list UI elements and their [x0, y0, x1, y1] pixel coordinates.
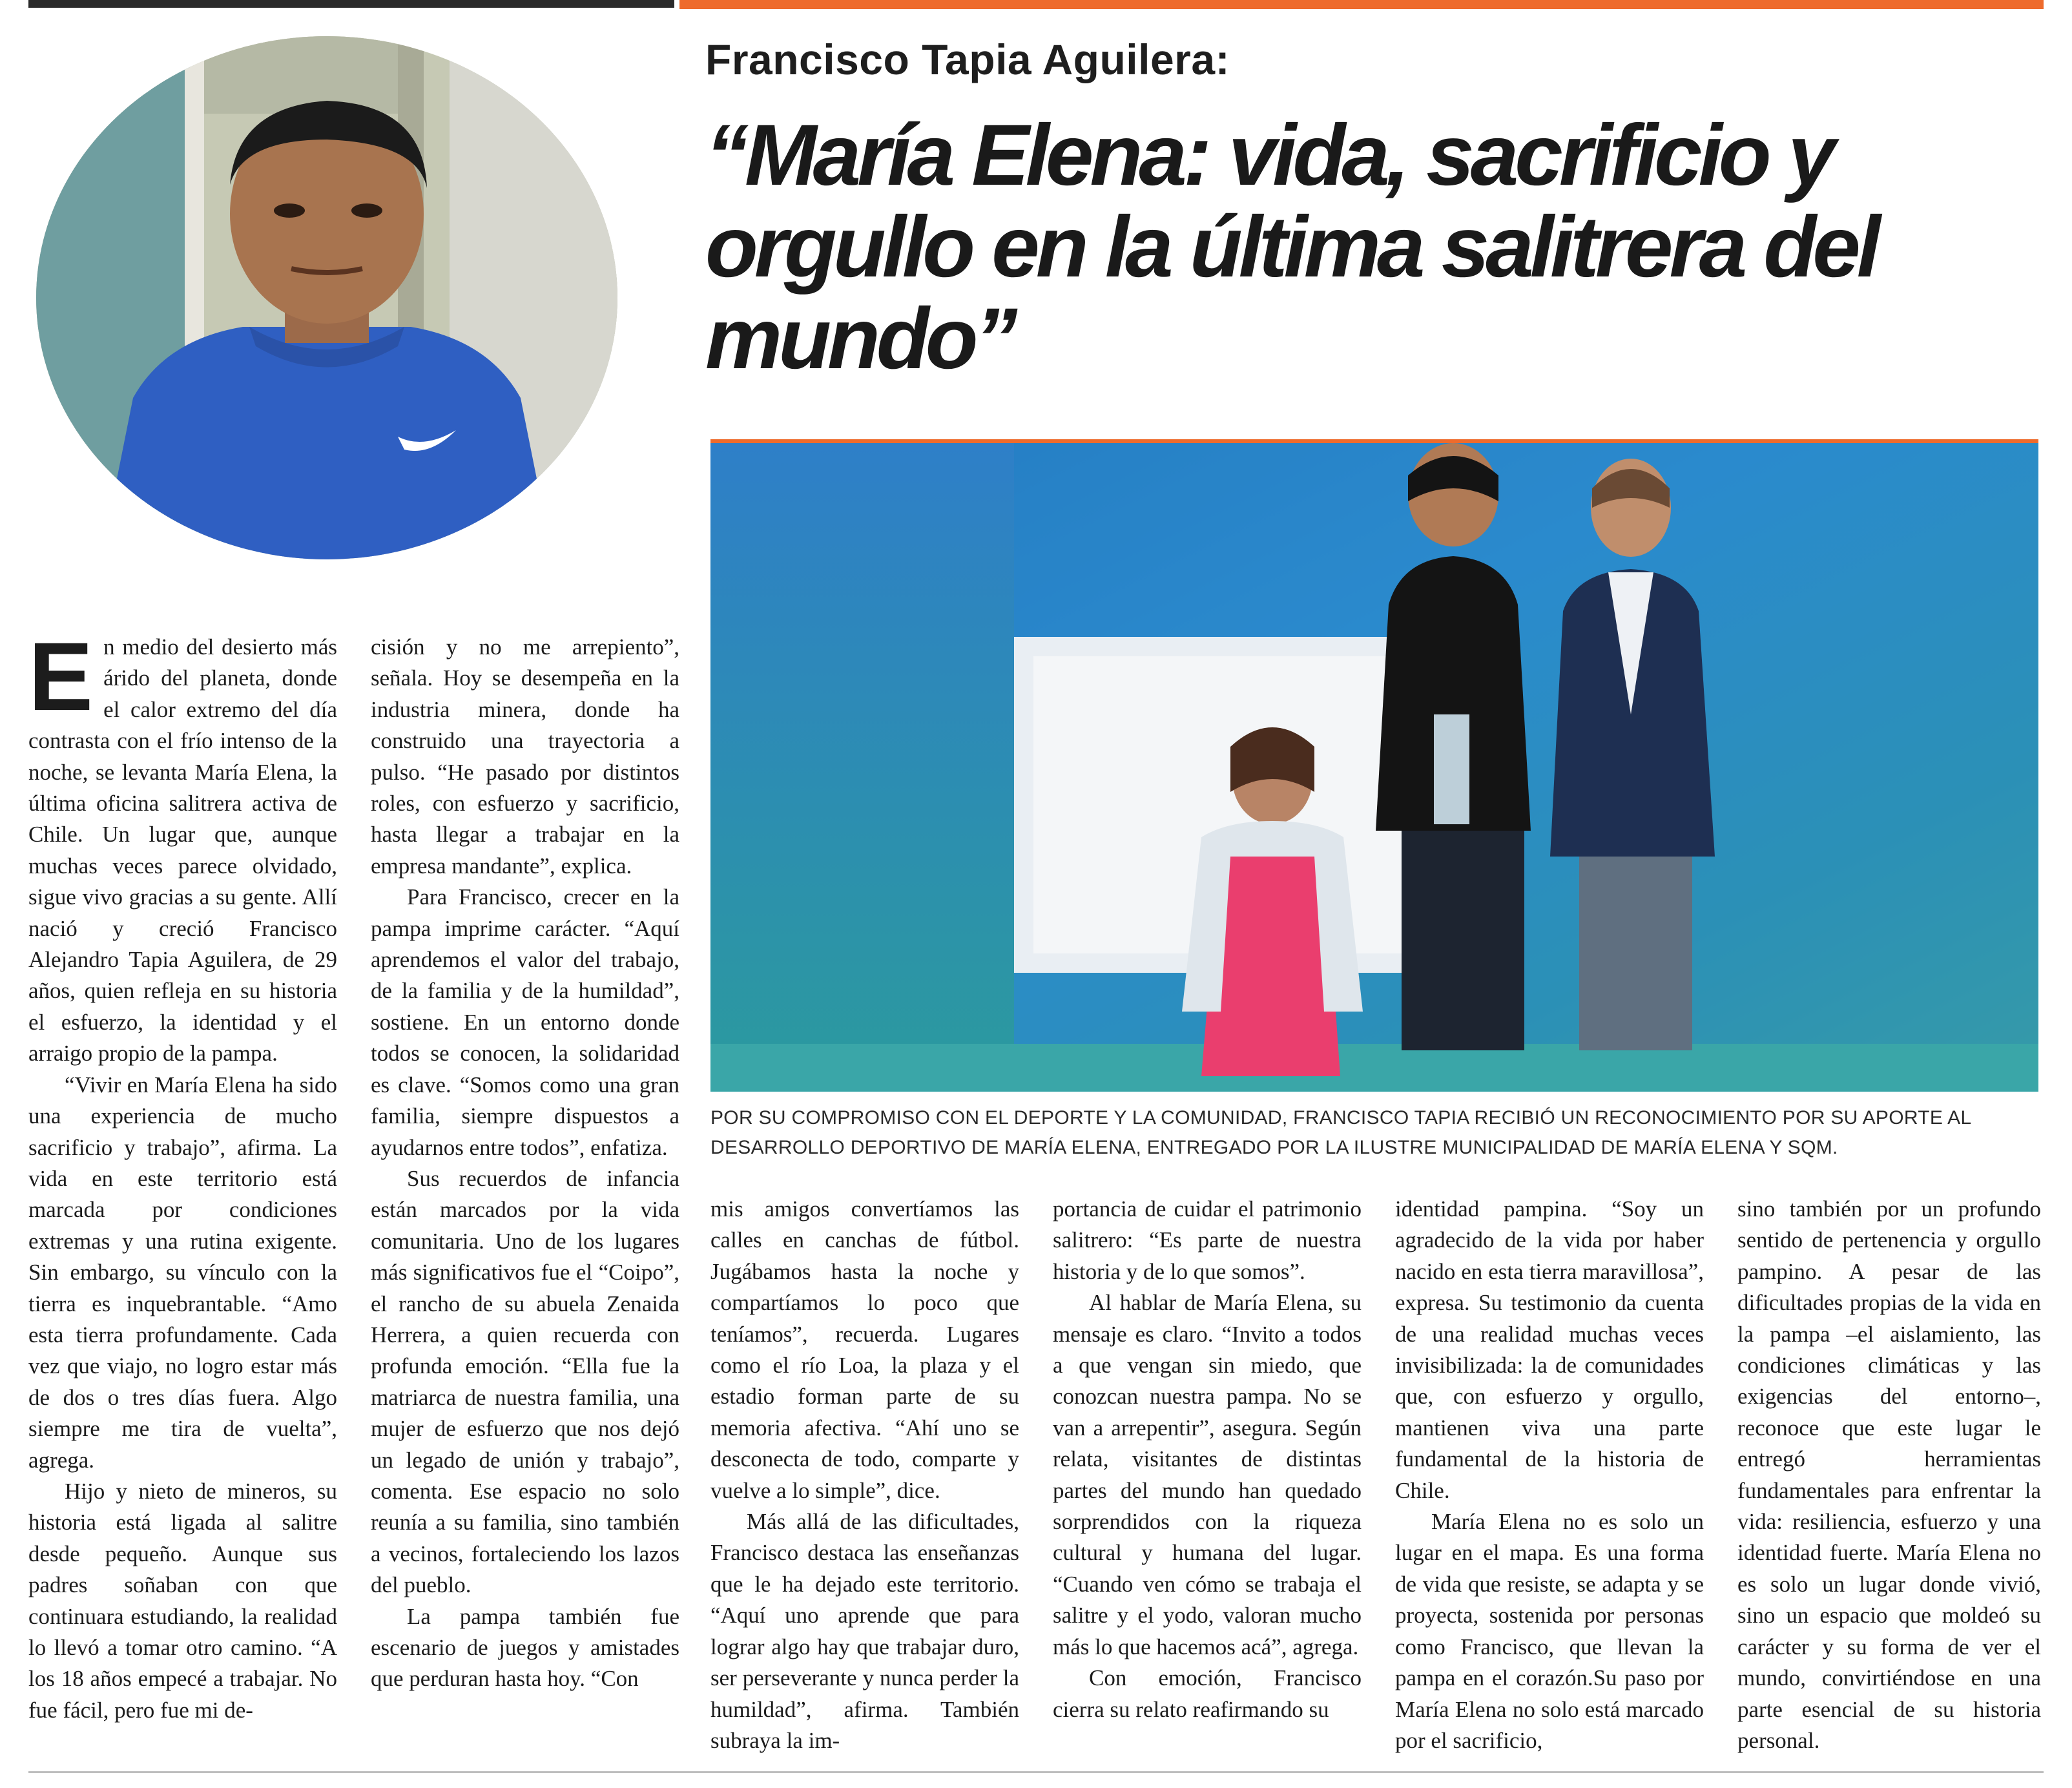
top-rule-left	[28, 0, 674, 8]
article-column-4	[1053, 1194, 1362, 1725]
top-rule-accent	[679, 0, 2044, 9]
article-paragraph: Más allá de las dificultades, Francisco destaca las enseñanzas que le ha dejado este territorio. “Aquí uno aprende que para lograr algo hay que trabajar duro, ser perseverante y nunca perder la humildad”, afirma. También subraya la im-	[710, 1509, 1019, 1753]
article-paragraph: Para Francisco, crecer en la pampa imprime carácter. “Aquí aprendemos el valor del trabajo, de la familia y de la humildad”, sostiene. En un entorno donde todos se conocen, la solidaridad es clave. “Somos como una gran familia, siempre dispuestos a ayudarnos entre todos”, enfatiza.	[371, 884, 679, 1160]
article-paragraph: María Elena no es solo un lugar en el mapa. Es una forma de vida que resiste, se adapta y se proyecta, sostenida por personas como Francisco, que llevan la pampa en el corazón.Su paso por María Elena no solo está marcado por el sacrificio,	[1395, 1509, 1704, 1753]
photo-caption: POR SU COMPROMISO CON EL DEPORTE Y LA COMUNIDAD, FRANCISCO TAPIA RECIBIÓ UN RECONOCIMIENTO POR SU APORTE AL DESARROLLO DEPORTIVO DE MARÍA ELENA, ENTREGADO POR LA ILUSTRE MUNICIPALIDAD DE MARÍA ELENA Y SQM.	[710, 1107, 1971, 1158]
article-kicker: Francisco Tapia Aguilera:	[705, 36, 1230, 83]
award-photo-illustration	[710, 443, 2038, 1092]
article-paragraph: “Vivir en María Elena ha sido una experiencia de mucho sacrificio y trabajo”, afirma. La vida en este territorio está marcada por condiciones extremas y una rutina exigente. Sin embargo, su vínculo con la tierra es inquebrantable. “Amo esta tierra profundamente. Cada vez que viajo, no logro estar más de dos o tres días fuera. Algo siempre me tira de vuelta”, agrega.	[28, 1072, 337, 1473]
article-column-3	[710, 1194, 1019, 1756]
article-column-1	[28, 622, 337, 1726]
article-column-6	[1737, 1194, 2041, 1756]
article-paragraph: Con emoción, Francisco cierra su relato reafirmando su	[1053, 1665, 1362, 1722]
article-paragraph: identidad pampina. “Soy un agradecido de la vida por haber nacido en esta tierra maravillosa”, expresa. Su testimonio da cuenta de una realidad muchas veces invisibilizada: la de comunidades que, con esfuerzo y orgullo, mantienen viva una parte fundamental de la historia de Chile.	[1395, 1196, 1704, 1503]
article-paragraph: La pampa también fue escenario de juegos y amistades que perduran hasta hoy. “Con	[371, 1603, 679, 1692]
article-paragraph: sino también por un profundo sentido de pertenencia y orgullo pampino. A pesar de las dificultades propias de la vida en la pampa –el aislamiento, las condiciones climáticas y las exigencias del entorno–, reconoce que este lugar le entregó herramientas fundamentales para enfrentar la vida: resiliencia, esfuerzo y una identidad fuerte. María Elena no es solo un lugar donde vivió, sino un espacio que moldeó su carácter y su forma de ver el mundo, convirtiéndose en una parte esencial de su historia personal.	[1737, 1196, 2041, 1753]
paragraph-text: n medio del desierto más árido del planeta, donde el calor extremo del día contrasta con el frío intenso de la noche, se levanta María Elena, la última oficina salitrera activa de Chile. Un lugar que, aunque muchas veces parece olvidado, sigue vivo gracias a su gente. Allí nació y creció Francisco Alejandro Tapia Aguilera, de 29 años, quien refleja en su historia el esfuerzo, la identidad y el arraigo propio de la pampa.	[28, 634, 337, 1066]
article-headline: “María Elena: vida, sacrificio y orgullo en la última salitrera del mundo”	[705, 107, 1877, 387]
portrait-illustration	[36, 36, 617, 559]
drop-cap: E	[28, 622, 94, 731]
article-paragraph: Sus recuerdos de infancia están marcados por la vida comunitaria. Uno de los lugares más significativos fue el “Coipo”, el rancho de su abuela Zenaida Herrera, a quien recuerda con profunda emoción. “Ella fue la matriarca de nuestra familia, una mujer de esfuerzo que nos dejó un legado de unión y trabajo”, comenta. Ese espacio no solo reunía a su familia, sino también a vecinos, fortaleciendo los lazos del pueblo.	[371, 1165, 679, 1598]
portrait-photo	[36, 36, 617, 559]
article-paragraph: portancia de cuidar el patrimonio salitrero: “Es parte de nuestra historia y de lo que somos”.	[1053, 1196, 1362, 1284]
article-paragraph: cisión y no me arrepiento”, señala. Hoy se desempeña en la industria minera, donde ha construido una trayectoria a pulso. “He pasado por distintos roles, con esfuerzo y sacrificio, hasta llegar a trabajar en la empresa mandante”, explica.	[371, 634, 679, 878]
article-column-5	[1395, 1194, 1704, 1756]
article-paragraph: Hijo y nieto de mineros, su historia está ligada al salitre desde pequeño. Aunque sus padres soñaban con que continuara estudiando, la realidad lo llevó a tomar otro camino. “A los 18 años empecé a trabajar. No fue fácil, pero fue mi de-	[28, 1478, 337, 1723]
article-paragraph: Al hablar de María Elena, su mensaje es claro. “Invito a todos a que vengan sin miedo, que conozcan nuestra pampa. No se van a arrepentir”, asegura. Según relata, visitantes de distintas partes del mundo han quedado sorprendidos con la riqueza cultural y humana del lugar. “Cuando ven cómo se trabaja el salitre y el yodo, valoran mucho más lo que hacemos acá”, agrega.	[1053, 1290, 1362, 1659]
article-paragraph	[28, 622, 337, 1070]
article-column-2	[371, 632, 679, 1695]
article-paragraph: mis amigos convertíamos las calles en canchas de fútbol. Jugábamos hasta la noche y compartíamos lo poco que teníamos”, recuerda. Lugares como el río Loa, la plaza y el estadio forman parte de su memoria afectiva. “Ahí uno se desconecta de todo, comparte y vuelve a lo simple”, dice.	[710, 1196, 1019, 1503]
bottom-rule	[28, 1771, 2044, 1773]
award-photo	[710, 439, 2038, 1092]
